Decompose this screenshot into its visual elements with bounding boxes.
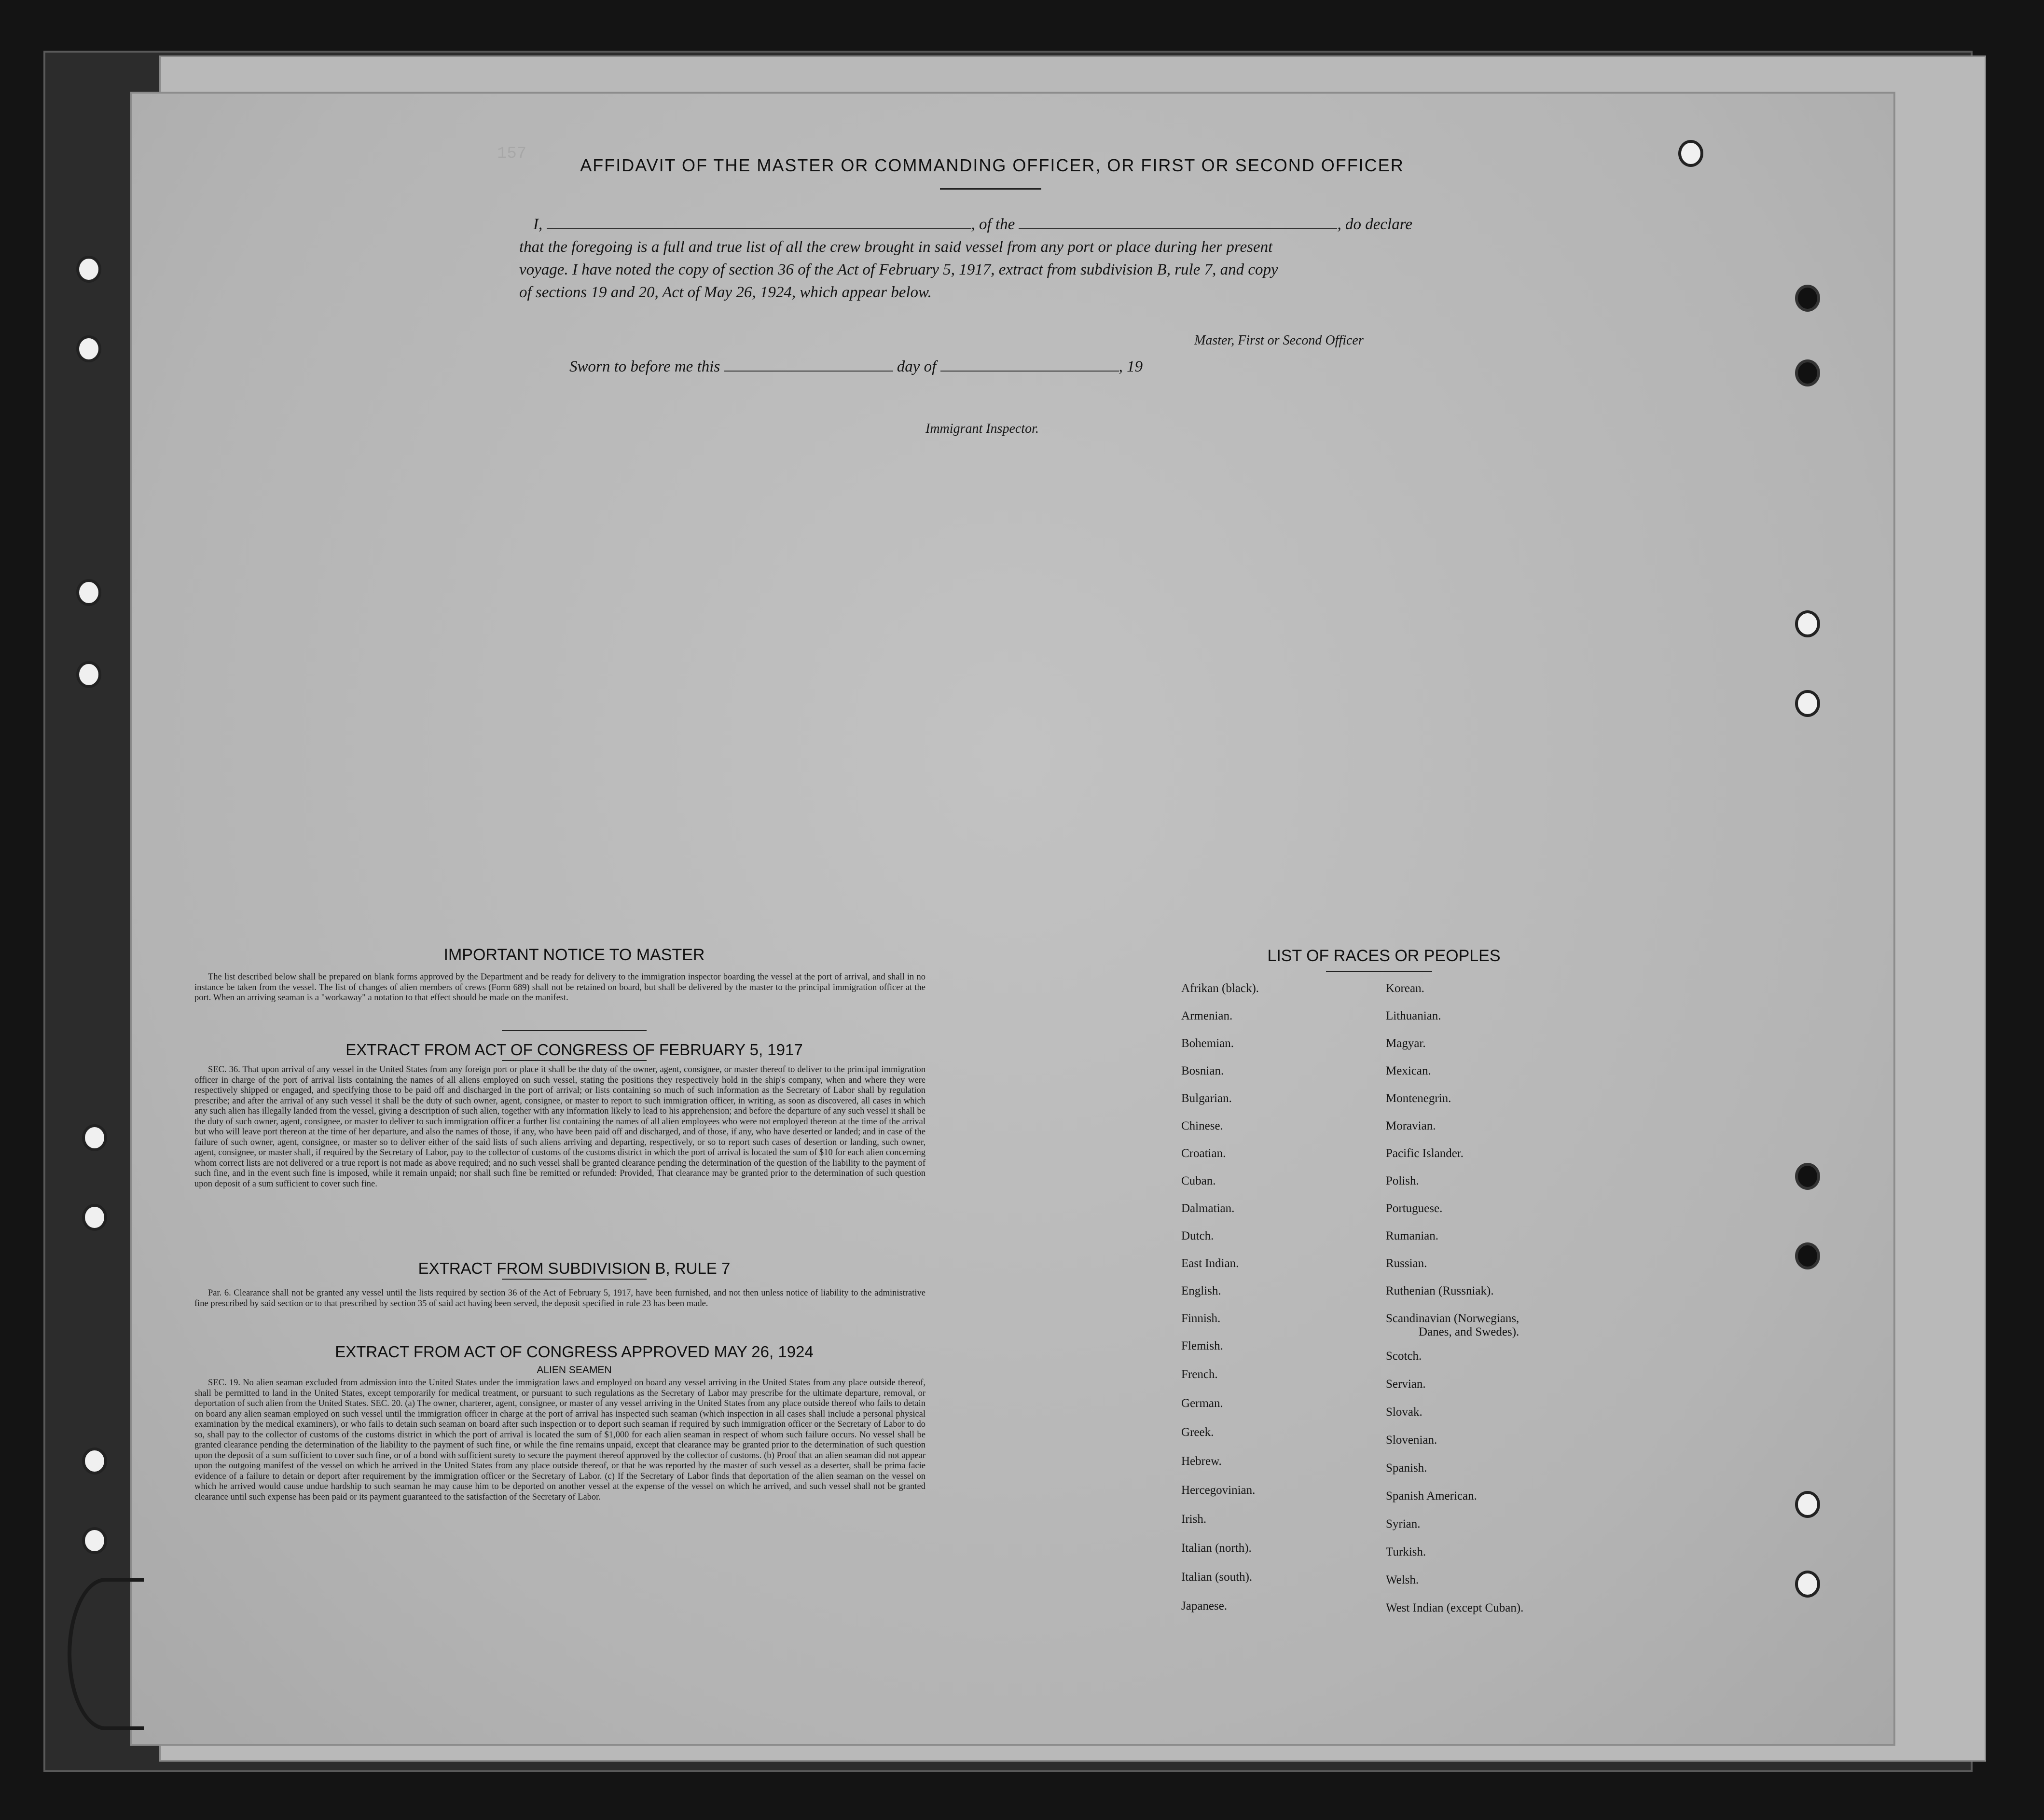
binder-hole-icon [1795,1163,1820,1190]
sworn-line [569,358,1143,376]
race-item: Bohemian. [1181,1037,1234,1050]
race-item: Rumanian. [1386,1229,1439,1242]
binder-hole-icon [1678,140,1703,167]
race-item: Dutch. [1181,1229,1214,1242]
race-item: Italian (north). [1181,1542,1252,1555]
race-item: Dalmatian. [1181,1202,1235,1215]
race-item: Slovak. [1386,1406,1423,1419]
race-item: Bosnian. [1181,1064,1224,1077]
extract-1917-rule [502,1060,647,1061]
race-item: Turkish. [1386,1545,1426,1558]
race-item: English. [1181,1284,1221,1297]
race-item: West Indian (except Cuban). [1386,1601,1524,1614]
declare-i: I, [533,216,543,233]
race-item: Afrikan (black). [1181,982,1259,995]
page-number-mark: 157 [497,145,527,163]
binder-hole-icon [1795,359,1820,386]
race-item: Portuguese. [1386,1202,1443,1215]
race-item: Magyar. [1386,1037,1426,1050]
binder-hole-icon [1795,610,1820,637]
rule-7-text: Par. 6. Clearance shall not be granted any vessel until the lists required by section 36 of the Act of February 5, 1917, have been furnished, and not then unless notice of liability to the administrative fine prescribed by said section or to that prescribed by section 35 of said act having been served, the deposit specified in rule 23 has been made. [194,1288,925,1309]
notice-text: The list described below shall be prepared on blank forms approved by the Department and be ready for delivery to the immigration inspector boarding the vessel at the port of arrival, and shall in no instance be taken from the vessel. The list of changes of alien members of crews (Form 689) shall not be retained on board, but shall be delivered by the master to the principal immigration officer at the port. When an arriving seaman is a "workaway" a notation to that effect should be made on the manifest. [194,972,925,1003]
race-item: Korean. [1386,982,1424,995]
affidavit-line-2: that the foregoing is a full and true list of all the crew brought in said vessel from any port or place during her present [519,238,1273,256]
extract-1924-title: EXTRACT FROM ACT OF CONGRESS APPROVED MAY 26, 1924 [335,1343,814,1361]
affidavit-line-1 [533,216,1412,234]
extract-1924-subtitle: ALIEN SEAMEN [537,1365,612,1376]
binder-hole-icon [1795,1571,1820,1598]
race-item: Japanese. [1181,1599,1228,1613]
race-item: Cuban. [1181,1174,1216,1187]
extract-1917-title: EXTRACT FROM ACT OF CONGRESS OF FEBRUARY 5, 1917 [345,1041,803,1059]
race-item: Mexican. [1386,1064,1431,1077]
sworn-label: Sworn to before me this [569,358,720,375]
races-title: LIST OF RACES OR PEOPLES [1267,947,1501,965]
race-item: Slovenian. [1386,1434,1437,1447]
race-item: Pacific Islander. [1386,1147,1464,1160]
race-item: Spanish. [1386,1462,1427,1475]
race-item: Flemish. [1181,1339,1223,1352]
binder-hole-icon [76,661,101,688]
affidavit-title: AFFIDAVIT OF THE MASTER OR COMMANDING OFFICER, OR FIRST OR SECOND OFFICER [580,155,1404,175]
binder-hole-icon [82,1124,107,1151]
race-item: Italian (south). [1181,1571,1253,1584]
race-item: Irish. [1181,1513,1207,1526]
race-item: Armenian. [1181,1009,1233,1022]
name-blank[interactable] [547,216,971,229]
extract-1924-text: SEC. 19. No alien seaman excluded from admission into the United States under the immigration laws and employed on board any vessel arriving in the United States from any place outside thereof, shall be permitted to land in the United States, except temporarily for medical treatment, or pursuant to such regulations as the Secretary of Labor may prescribe for the ultimate departure, removal, or deportation of such alien from the United States. SEC. 20. (a) The owner, charterer, agent, consignee, or master of any vessel arriving in the United States from any place outside thereof who fails to detain on board any alien seaman employed on such vessel until the immigration officer in charge at the port of arrival has inspected such seaman (which inspection in all cases shall include a personal physical examination by the medical examiners), or who fails to detain such seaman on board after such inspection or to deport such seaman if required by such immigration officer or the Secretary of Labor to do so, shall pay to the collector of customs of the customs district in which the port of arrival is located the sum of $1,000 for each alien seaman in respect of whom such failure occurs. No vessel shall be granted clearance pending the determination of the liability to the payment of such fine, or while the fine remains unpaid, except that clearance may be granted prior to the determination of such question upon the deposit of a sum sufficient to cover such fine, or of a bond with sufficient surety to secure the payment thereof approved by the collector of customs. (b) Proof that an alien seaman did not appear upon the outgoing manifest of the vessel on which he arrived in the United States from any place outside thereof, or that he was reported by the master of such vessel as a deserter, shall be prima facie evidence of a failure to detain or deport after requirement by the immigration officer or the Secretary of Labor. (c) If the Secretary of Labor finds that deportation of the alien seaman on the vessel on which he arrived would cause undue hardship to such seaman he may cause him to be deported on another vessel at the expense of the vessel on which he arrived, and such vessel shall not be granted clearance until such expense has been paid or its payment guaranteed to the satisfaction of the Secretary of Labor. [194,1378,925,1502]
race-item: Bulgarian. [1181,1092,1232,1105]
race-item: Hercegovinian. [1181,1484,1256,1497]
race-item: Lithuanian. [1386,1009,1441,1022]
notice-title: IMPORTANT NOTICE TO MASTER [443,946,705,964]
race-item: Ruthenian (Russniak). [1386,1284,1494,1297]
rule-7-rule [502,1279,647,1280]
binder-hole-icon [76,256,101,283]
affidavit-line-3: voyage. I have noted the copy of section 36 of the Act of February 5, 1917, extract from subdivision B, rule 7, and copy [519,261,1278,278]
binder-hole-icon [1795,690,1820,717]
race-item: Croatian. [1181,1147,1226,1160]
affidavit-line-4: of sections 19 and 20, Act of May 26, 1924, which appear below. [519,284,932,301]
vessel-blank[interactable] [1019,216,1337,229]
race-item: Chinese. [1181,1119,1223,1132]
rule-7-title: EXTRACT FROM SUBDIVISION B, RULE 7 [418,1259,731,1277]
notice-rule [502,1030,647,1031]
binding-string [68,1578,144,1730]
binder-hole-icon [82,1448,107,1475]
binder-hole-icon [1795,1242,1820,1269]
year-label: , 19 [1119,358,1143,375]
race-item: Polish. [1386,1174,1419,1187]
declare-label: , do declare [1337,216,1412,233]
binder-hole-icon [1795,285,1820,312]
race-item: Syrian. [1386,1517,1421,1530]
race-item: German. [1181,1397,1223,1410]
day-blank[interactable] [724,358,893,372]
binder-hole-icon [76,579,101,606]
binder-hole-icon [82,1204,107,1231]
binder-hole-icon [1795,1491,1820,1518]
race-item: Scotch. [1386,1350,1422,1363]
race-item: Spanish American. [1386,1489,1477,1503]
binder-hole-icon [76,335,101,362]
race-item: Scandinavian (Norwegians, [1386,1312,1519,1325]
race-item: Russian. [1386,1257,1427,1270]
race-item: Moravian. [1386,1119,1436,1132]
race-item: Finnish. [1181,1312,1221,1325]
extract-1917-text: SEC. 36. That upon arrival of any vessel in the United States from any foreign port or place it shall be the duty of the owner, agent, consignee, or master thereof to deliver to the principal immigration officer in charge of the port of arrival lists containing the names of all aliens employed on such vessel, stating the positions they respectively hold in the ship's company, when and where they were respectively shipped or engaged, and specifying those to be paid off and discharged in the port of arrival; or lists containing so much of such information as the Secretary of Labor shall by regulation prescribe; and after the arrival of any such vessel it shall be the duty of such owner, agent, consignee, or master to report to such immigration officer, in writing, as soon as discovered, all cases in which any such alien has illegally landed from the vessel, giving a description of such alien, together with any information likely to lead to his apprehension; and before the departure of any such vessel it shall be the duty of such owner, agent, consignee, or master to deliver to such immigration officer a further list containing the names of all alien employees who were not employed thereon at the time of the arrival but who will leave port thereon at the time of her departure, and also the names of those, if any, who have been paid off and discharged, and of those, if any, who have deserted or landed; and in case of the failure of such owner, agent, consignee, or master so to deliver either of the said lists of such aliens arriving and departing, respectively, or so to report such cases of desertion or landing, such owner, agent, consignee, or master shall, if required by the Secretary of Labor, pay to the collector of customs of the customs district in which the port of arrival is located the sum of $10 for each alien concerning whom correct lists are not delivered or a true report is not made as above required; and no such vessel shall be granted clearance pending the determination of the question of the liability to the payment of such fine, and in the event such fine is imposed, while it remain unpaid; nor shall such fine be remitted or refunded: Provided, That clearance may be granted prior to the determination of such question upon deposit of a sum sufficient to cover such fine. [194,1065,925,1189]
binder-hole-icon [82,1527,107,1554]
races-rule [1326,971,1432,972]
race-item: Danes, and Swedes). [1419,1325,1519,1338]
race-item: Hebrew. [1181,1455,1222,1468]
race-item: Greek. [1181,1426,1214,1439]
day-of-label: day of [897,358,937,375]
master-signature-label: Master, First or Second Officer [1194,333,1364,348]
race-item: Servian. [1386,1378,1426,1391]
race-item: Montenegrin. [1386,1092,1451,1105]
title-rule [940,188,1041,190]
of-the-label: , of the [971,216,1015,233]
race-item: East Indian. [1181,1257,1239,1270]
race-item: French. [1181,1368,1218,1381]
race-item: Welsh. [1386,1573,1419,1586]
month-blank[interactable] [940,358,1119,372]
inspector-label: Immigrant Inspector. [925,421,1039,436]
